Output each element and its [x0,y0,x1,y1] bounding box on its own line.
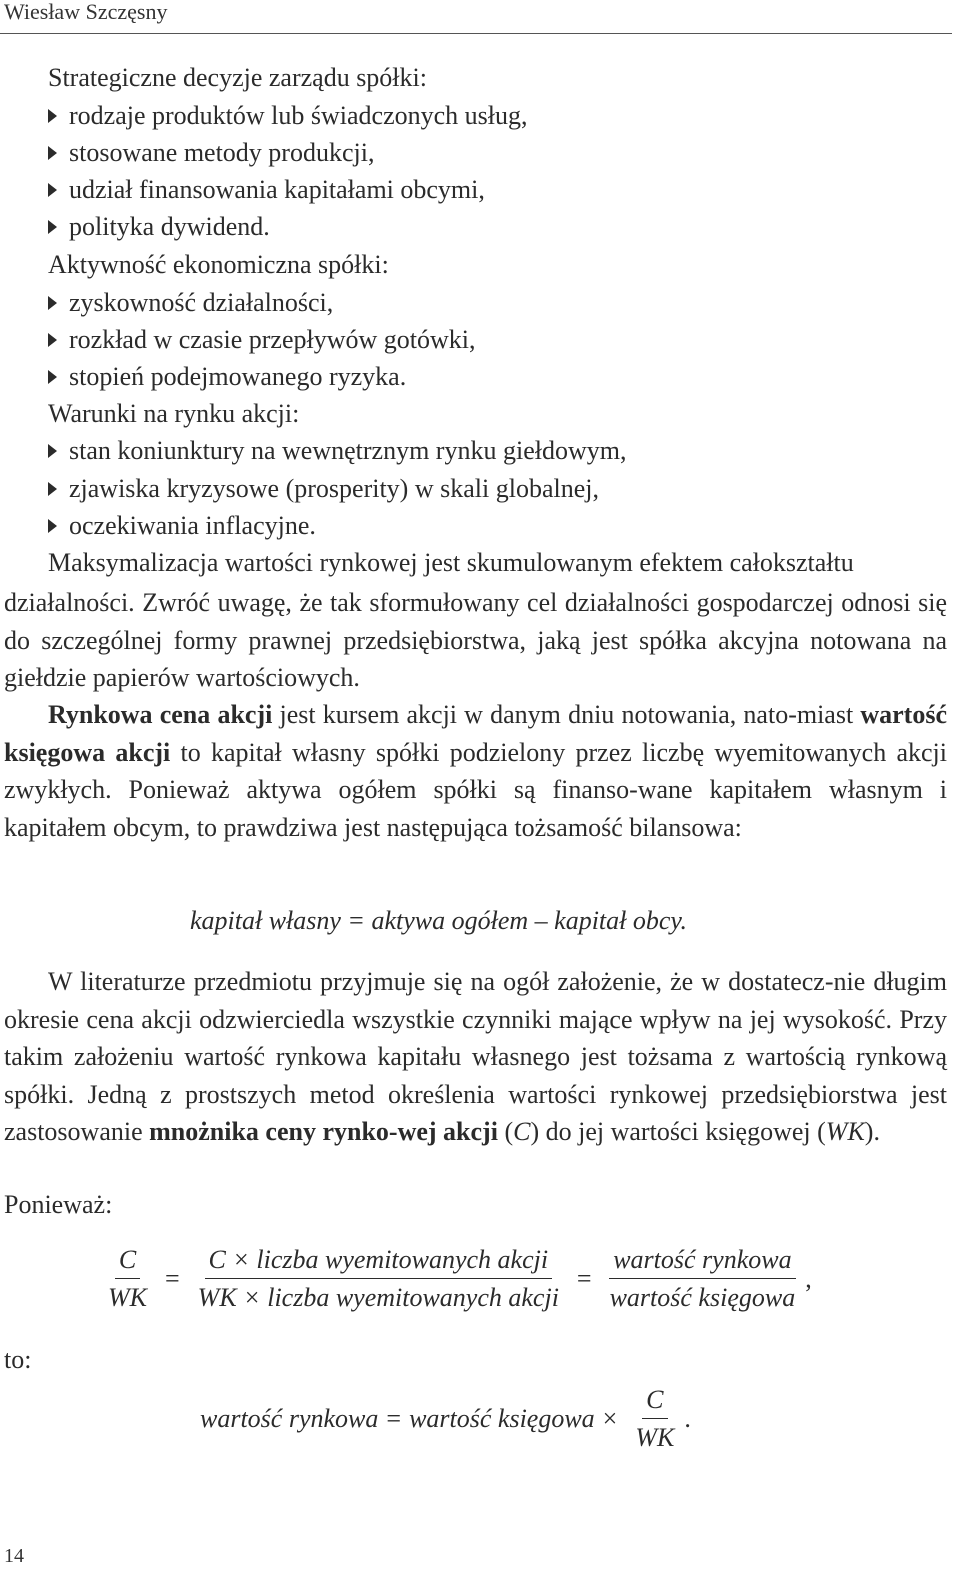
page-number: 14 [4,1545,24,1567]
list-item: stosowane metody produkcji, [48,138,374,168]
market-value-formula: wartość rynkowa = wartość księgowa × $\frac{C}{WK}$ . [200,1385,691,1452]
fraction: $\frac{\text{wartość rynkowa}}{\text{wartość księgowa}}$ [609,1245,796,1312]
list-item: rodzaje produktów lub świadczonych usług, [48,101,528,131]
ratio-formula: $\frac{C}{WK}$ = $\frac{\text{C × liczba wyemitowanych akcji}}{\text{WK × liczba wyemitowanych akcji}}$ = $\frac{\text{wartość rynkowa}}{\text{wartość księgowa}}$ , [98,1245,812,1313]
bullet-triangle-icon [48,444,57,458]
symbol-wk: WK [825,1117,865,1146]
section-heading: Strategiczne decyzje zarządu spółki: [48,63,427,92]
term-bold: wartość księgowa akcji [4,700,947,767]
bullet-triangle-icon [48,109,57,123]
list-item: polityka dywidend. [48,212,270,242]
fraction: $\frac{C}{WK}$ [635,1385,675,1452]
list-item: zyskowność działalności, [48,288,333,318]
section-heading: Aktywność ekonomiczna spółki: [48,250,389,279]
paragraph: Rynkowa cena akcji jest kursem akcji w danym dniu notowania, nato-miast wartość księgowa akcji to kapitał własny spółki podzielony przez liczbę wyemitowanych akcji zwykłych. Ponieważ aktywa ogółem spółki są finanso-wane kapitałem własnym i kapitałem obcym, to prawdziwa jest następująca tożsamość bilansowa: [4,700,948,842]
fraction: $\frac{C}{WK}$ [108,1245,147,1312]
ponieważ-label: Ponieważ: [4,1190,113,1219]
header-rule [0,33,952,34]
bullet-triangle-icon [48,370,57,384]
to-label: to: [4,1345,32,1374]
paragraph: działalności. Zwróć uwagę, że tak sformułowany cel działalności gospodarczej odnosi się do szczególnej formy prawnej przedsiębiorstwa, jaką jest spółka akcyjna notowana na giełdzie papierów wartościowych. [4,588,947,692]
symbol-c: C [513,1117,531,1146]
list-item: rozkład w czasie przepływów gotówki, [48,325,475,355]
bullet-triangle-icon [48,296,57,310]
term-bold: Rynkowa cena akcji [48,700,273,729]
term-bold: mnożnika ceny rynko-wej akcji [149,1117,498,1146]
list-item: oczekiwania inflacyjne. [48,511,316,541]
bullet-triangle-icon [48,220,57,234]
paragraph: W literaturze przedmiotu przyjmuje się na ogół założenie, że w dostatecz-nie długim okresie cena akcji odzwierciedla wszystkie czynniki mające wpływ na jej wysokość. Przy takim założeniu wartość rynkowa kapitału własnego jest tożsama z wartością rynkową spółki. Jedną z prostszych metod określenia wartości rynkowej przedsiębiorstwa jest zastosowanie mnożnika ceny rynko-wej akcji (C) do jej wartości księgowej (WK). [4,967,947,1146]
bullet-triangle-icon [48,183,57,197]
list-item: zjawiska kryzysowe (prosperity) w skali globalnej, [48,474,599,504]
list-item: stopień podejmowanego ryzyka. [48,362,406,392]
bullet-triangle-icon [48,519,57,533]
paragraph-first-line: Maksymalizacja wartości rynkowej jest skumulowanym efektem całokształtu [48,548,854,577]
list-item: udział finansowania kapitałami obcymi, [48,175,485,205]
bullet-triangle-icon [48,146,57,160]
bullet-triangle-icon [48,333,57,347]
identity-formula: kapitał własny = aktywa ogółem – kapitał obcy. [190,906,688,935]
fraction: $\frac{\text{C × liczba wyemitowanych akcji}}{\text{WK × liczba wyemitowanych akcji}}$ [197,1245,559,1312]
running-head-author: Wiesław Szczęsny [4,0,168,24]
list-item: stan koniunktury na wewnętrznym rynku giełdowym, [48,436,626,466]
bullet-triangle-icon [48,482,57,496]
section-heading: Warunki na rynku akcji: [48,399,300,428]
